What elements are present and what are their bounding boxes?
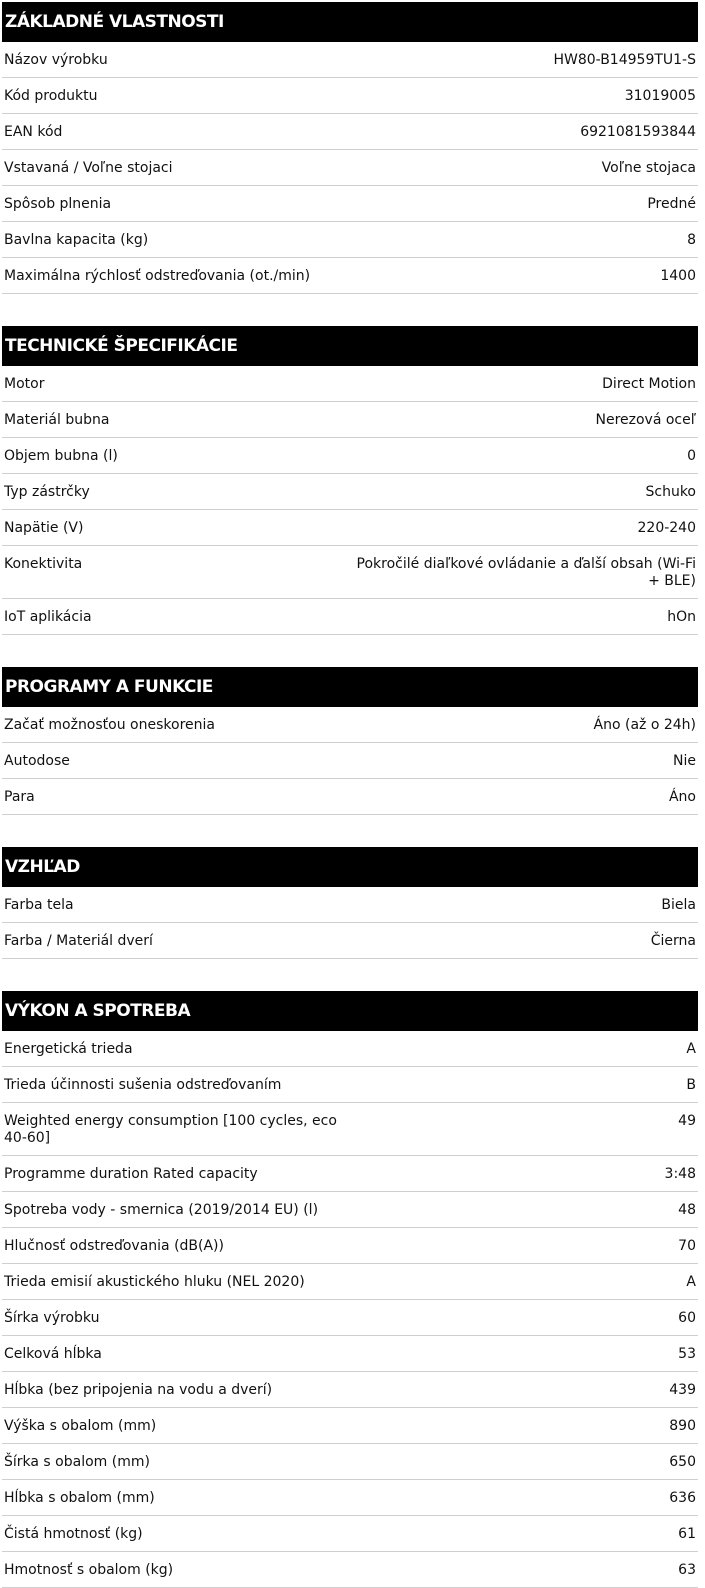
spec-value: 3:48 bbox=[664, 1166, 696, 1182]
spec-row bbox=[2, 1102, 698, 1155]
spec-label: Farba / Materiál dverí bbox=[4, 933, 153, 949]
spec-row bbox=[2, 1299, 698, 1335]
spec-row bbox=[2, 922, 698, 958]
section-basic-properties bbox=[2, 2, 698, 294]
spec-row bbox=[2, 1551, 698, 1587]
spec-list bbox=[2, 707, 698, 815]
spec-value: 439 bbox=[669, 1382, 696, 1398]
spec-row bbox=[2, 598, 698, 634]
spec-label: EAN kód bbox=[4, 124, 63, 140]
spec-row bbox=[2, 42, 698, 77]
spec-label: IoT aplikácia bbox=[4, 609, 92, 625]
spec-row bbox=[2, 1031, 698, 1066]
spec-label: Šírka výrobku bbox=[4, 1310, 100, 1326]
spec-value: 220-240 bbox=[637, 520, 696, 536]
section-appearance bbox=[2, 847, 698, 959]
spec-label: Začať možnosťou oneskorenia bbox=[4, 717, 215, 733]
spec-value: Áno (až o 24h) bbox=[593, 717, 696, 733]
spec-label: Kód produktu bbox=[4, 88, 98, 104]
spec-value: Voľne stojaca bbox=[601, 160, 696, 176]
spec-row bbox=[2, 1479, 698, 1515]
section-gap bbox=[0, 959, 705, 991]
section-programs-functions bbox=[2, 667, 698, 815]
spec-list bbox=[2, 887, 698, 959]
spec-row bbox=[2, 1066, 698, 1102]
section-title: ZÁKLADNÉ VLASTNOSTI bbox=[2, 2, 698, 42]
spec-value: Nerezová oceľ bbox=[595, 412, 696, 428]
section-technical-specs bbox=[2, 326, 698, 635]
spec-value: Áno bbox=[668, 789, 696, 805]
spec-row bbox=[2, 366, 698, 401]
spec-value: 53 bbox=[678, 1346, 696, 1362]
spec-list bbox=[2, 1031, 698, 1588]
spec-row bbox=[2, 1371, 698, 1407]
spec-value: Direct Motion bbox=[602, 376, 696, 392]
spec-row bbox=[2, 778, 698, 814]
spec-value: 890 bbox=[669, 1418, 696, 1434]
spec-value: 1400 bbox=[660, 268, 696, 284]
spec-label: Spôsob plnenia bbox=[4, 196, 112, 212]
spec-row bbox=[2, 257, 698, 293]
spec-value: Nie bbox=[673, 753, 696, 769]
spec-label: Čistá hmotnosť (kg) bbox=[4, 1526, 143, 1542]
spec-row bbox=[2, 545, 698, 598]
spec-row bbox=[2, 1515, 698, 1551]
spec-label: Spotreba vody - smernica (2019/2014 EU) (l) bbox=[4, 1202, 319, 1218]
spec-label: Programme duration Rated capacity bbox=[4, 1166, 258, 1182]
spec-value: 70 bbox=[678, 1238, 696, 1254]
spec-list bbox=[2, 366, 698, 635]
spec-label: Motor bbox=[4, 376, 45, 392]
spec-label: Bavlna kapacita (kg) bbox=[4, 232, 149, 248]
spec-row bbox=[2, 185, 698, 221]
spec-row bbox=[2, 1407, 698, 1443]
spec-value: 650 bbox=[669, 1454, 696, 1470]
spec-row bbox=[2, 1443, 698, 1479]
spec-label: Hĺbka (bez pripojenia na vodu a dverí) bbox=[4, 1382, 273, 1398]
spec-value: 63 bbox=[678, 1562, 696, 1578]
spec-list bbox=[2, 42, 698, 294]
spec-value: A bbox=[686, 1041, 696, 1057]
spec-label: Hlučnosť odstreďovania (dB(A)) bbox=[4, 1238, 224, 1254]
spec-row bbox=[2, 113, 698, 149]
section-title: VZHĽAD bbox=[2, 847, 698, 887]
spec-value: 0 bbox=[687, 448, 696, 464]
spec-label: Energetická trieda bbox=[4, 1041, 133, 1057]
spec-label: Weighted energy consumption [100 cycles, eco 40-60] bbox=[4, 1113, 337, 1146]
spec-label: Para bbox=[4, 789, 35, 805]
spec-value: HW80-B14959TU1-S bbox=[553, 52, 696, 68]
spec-row bbox=[2, 1227, 698, 1263]
spec-label: Napätie (V) bbox=[4, 520, 84, 536]
section-title: PROGRAMY A FUNKCIE bbox=[2, 667, 698, 707]
spec-value: 6921081593844 bbox=[580, 124, 696, 140]
spec-row bbox=[2, 742, 698, 778]
spec-label: Farba tela bbox=[4, 897, 74, 913]
spec-label: Konektivita bbox=[4, 556, 83, 572]
spec-label: Hmotnosť s obalom (kg) bbox=[4, 1562, 174, 1578]
spec-value: hOn bbox=[667, 609, 696, 625]
spec-value: A bbox=[686, 1274, 696, 1290]
spec-row bbox=[2, 221, 698, 257]
spec-row bbox=[2, 509, 698, 545]
spec-row bbox=[2, 1155, 698, 1191]
section-gap bbox=[0, 294, 705, 326]
spec-label: Materiál bubna bbox=[4, 412, 110, 428]
spec-label: Autodose bbox=[4, 753, 70, 769]
spec-label: Šírka s obalom (mm) bbox=[4, 1454, 150, 1470]
section-performance-consumption bbox=[2, 991, 698, 1588]
spec-value: 49 bbox=[678, 1113, 696, 1129]
spec-label: Názov výrobku bbox=[4, 52, 108, 68]
spec-label: Trieda emisií akustického hluku (NEL 2020) bbox=[4, 1274, 305, 1290]
spec-label: Trieda účinnosti sušenia odstreďovaním bbox=[4, 1077, 282, 1093]
spec-value: 61 bbox=[678, 1526, 696, 1542]
spec-label: Hĺbka s obalom (mm) bbox=[4, 1490, 155, 1506]
spec-value: Pokročilé diaľkové ovládanie a ďalší obsah (Wi-Fi + BLE) bbox=[356, 556, 696, 589]
spec-row bbox=[2, 149, 698, 185]
section-gap bbox=[0, 815, 705, 847]
spec-label: Vstavaná / Voľne stojaci bbox=[4, 160, 173, 176]
spec-label: Celková hĺbka bbox=[4, 1346, 102, 1362]
spec-row bbox=[2, 1335, 698, 1371]
spec-row bbox=[2, 473, 698, 509]
spec-value: Schuko bbox=[645, 484, 696, 500]
spec-value: Predné bbox=[647, 196, 696, 212]
spec-label: Maximálna rýchlosť odstreďovania (ot./min) bbox=[4, 268, 311, 284]
spec-value: Biela bbox=[661, 897, 696, 913]
spec-label: Výška s obalom (mm) bbox=[4, 1418, 157, 1434]
spec-value: 8 bbox=[687, 232, 696, 248]
spec-row bbox=[2, 401, 698, 437]
spec-row bbox=[2, 1263, 698, 1299]
spec-row bbox=[2, 77, 698, 113]
section-title: VÝKON A SPOTREBA bbox=[2, 991, 698, 1031]
spec-row bbox=[2, 887, 698, 922]
spec-value: 31019005 bbox=[624, 88, 696, 104]
spec-row bbox=[2, 437, 698, 473]
spec-label: Typ zástrčky bbox=[4, 484, 90, 500]
spec-value: 48 bbox=[678, 1202, 696, 1218]
spec-value: 636 bbox=[669, 1490, 696, 1506]
spec-value: Čierna bbox=[650, 933, 696, 949]
section-gap bbox=[0, 635, 705, 667]
spec-value: 60 bbox=[678, 1310, 696, 1326]
section-title: TECHNICKÉ ŠPECIFIKÁCIE bbox=[2, 326, 698, 366]
spec-row bbox=[2, 1191, 698, 1227]
spec-value: B bbox=[686, 1077, 696, 1093]
spec-row bbox=[2, 707, 698, 742]
spec-label: Objem bubna (l) bbox=[4, 448, 118, 464]
